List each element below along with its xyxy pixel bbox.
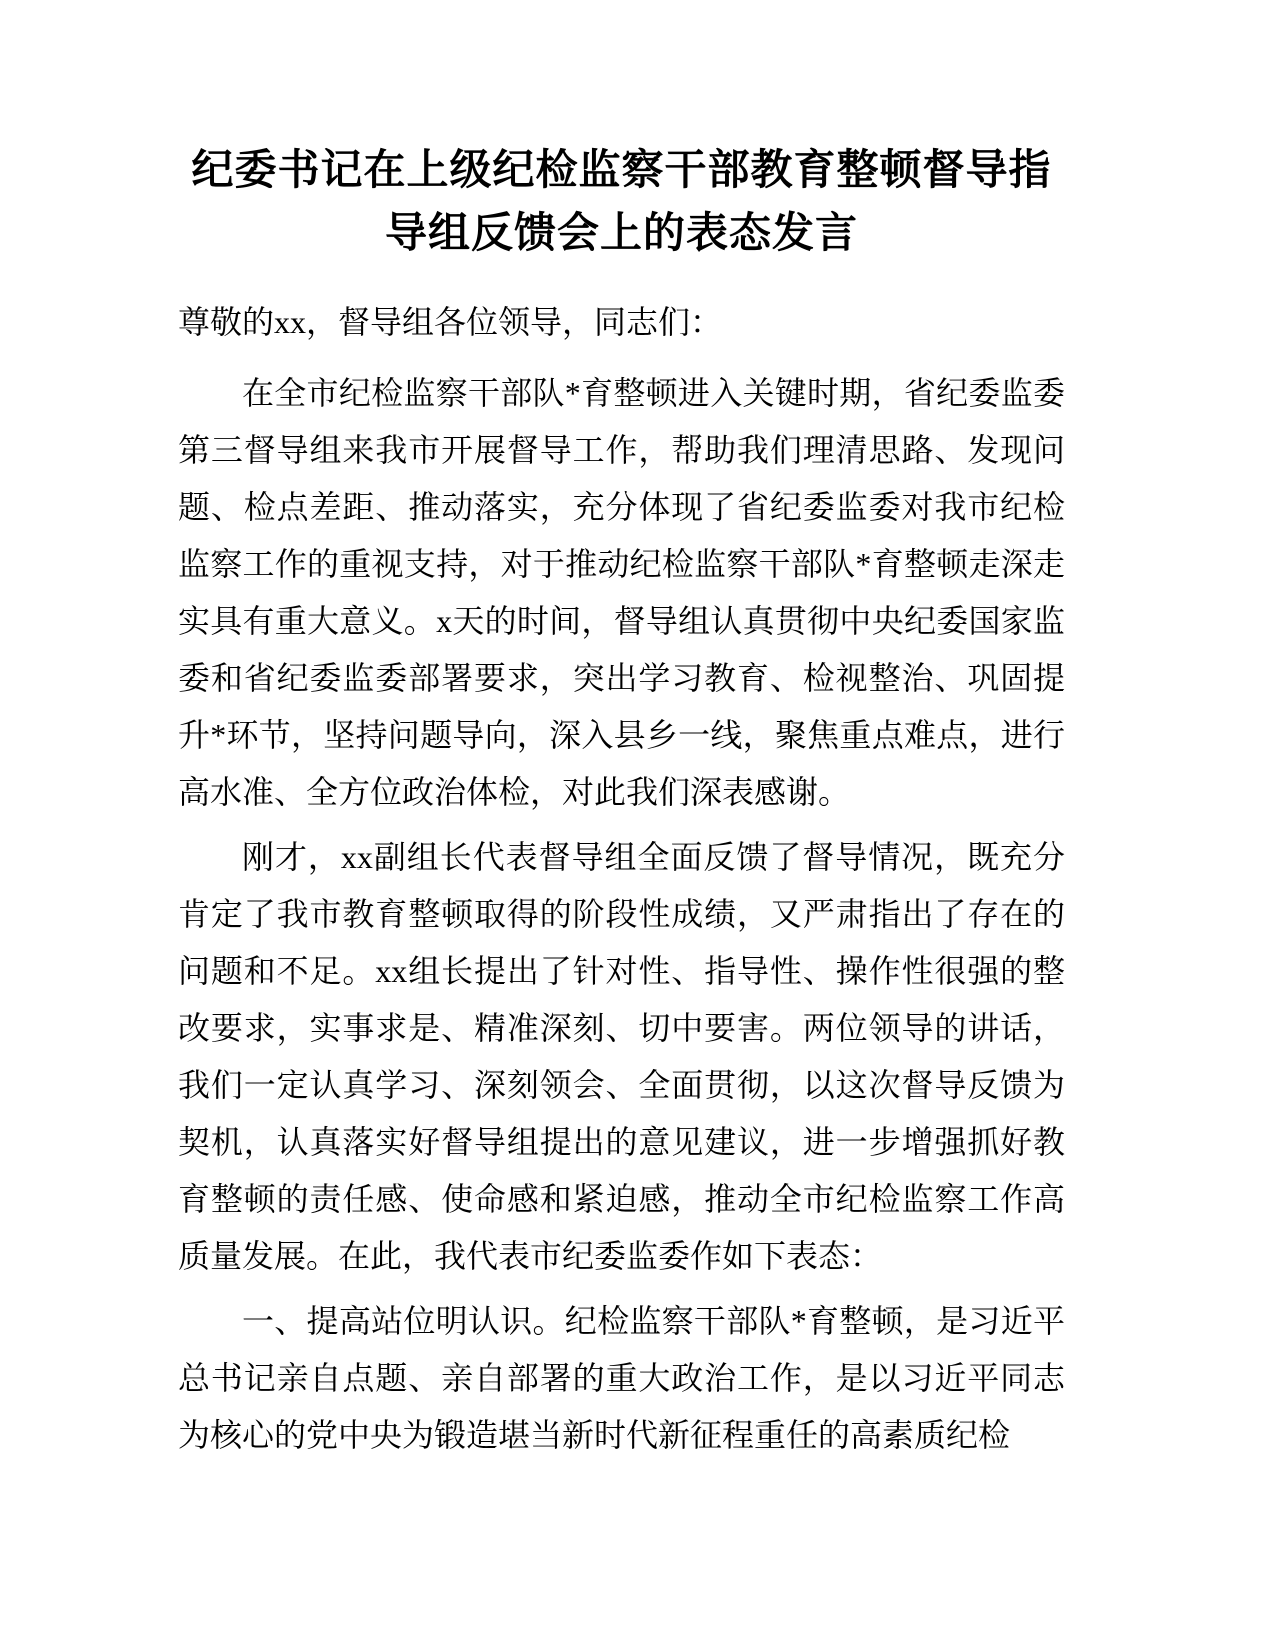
- salutation-line: 尊敬的xx，督导组各位领导，同志们：: [178, 304, 723, 340]
- paragraph-1: 在全市纪检监察干部队*育整顿进入关键时期，省纪委监委第三督导组来我市开展督导工作，帮助我们理清思路、发现问题、检点差距、推动落实，充分体现了省纪委监委对我市纪检监察工作的重视支持，对于推动纪检监察干部队*育整顿走深走实具有重大意义。x天的时间，督导组认真贯彻中央纪委国家监委和省纪委监委部署要求，突出学习教育、检视整治、巩固提升*环节，坚持问题导向，深入县乡一线，聚焦重点难点，进行高水准、全方位政治体检，对此我们深表感谢。: [178, 375, 1065, 810]
- document-title: 纪委书记在上级纪检监察干部教育整顿督导指导组反馈会上的表态发言: [191, 148, 1052, 257]
- document-body: [178, 294, 1065, 1464]
- paragraph-2: 刚才，xx副组长代表督导组全面反馈了督导情况，既充分肯定了我市教育整顿取得的阶段性成绩，又严肃指出了存在的问题和不足。xx组长提出了针对性、指导性、操作性很强的整改要求，实事求是、精准深刻、切中要害。两位领导的讲话，我们一定认真学习、深刻领会、全面贯彻，以这次督导反馈为契机，认真落实好督导组提出的意见建议，进一步增强抓好教育整顿的责任感、使命感和紧迫感，推动全市纪检监察工作高质量发展。在此，我代表市纪委监委作如下表态：: [178, 839, 1065, 1274]
- paragraph-3: 一、提高站位明认识。纪检监察干部队*育整顿，是习近平总书记亲自点题、亲自部署的重大政治工作，是以习近平同志为核心的党中央为锻造堪当新时代新征程重任的高素质纪检: [178, 1303, 1065, 1453]
